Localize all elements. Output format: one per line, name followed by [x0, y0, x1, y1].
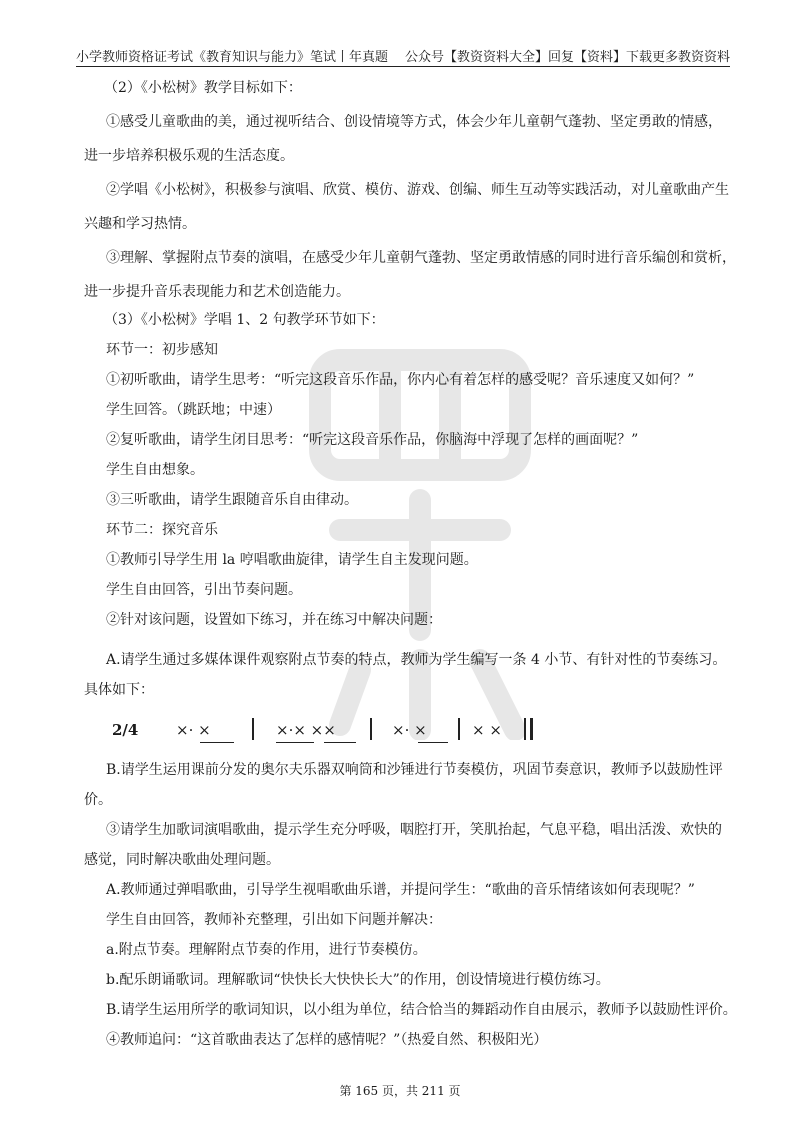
paragraph: ③请学生加歌词演唱歌曲，提示学生充分呼吸，咽腔打开，笑肌抬起，气息平稳，唱出活泼、欢快的: [106, 822, 722, 838]
paragraph: ④教师追问：“这首歌曲表达了怎样的感情呢？”（热爱自然、积极阳光）: [106, 1032, 548, 1048]
paragraph: 感觉，同时解决歌曲处理问题。: [84, 852, 280, 868]
watermark-logo: [300, 340, 540, 740]
paragraph: b.配乐朗诵歌词。理解歌词“快快长大快快长大”的作用，创设情境进行模仿练习。: [106, 972, 610, 988]
time-signature: 2/4: [112, 721, 139, 739]
header-left-text: 小学教师资格证考试《教育知识与能力》笔试丨年真题: [76, 50, 389, 65]
bar-line: [458, 718, 460, 740]
paragraph: ①感受儿童歌曲的美，通过视听结合、创设情境等方式，体会少年儿童朝气蓬勃、坚定勇敢的情感，: [106, 114, 722, 130]
paragraph: ①初听歌曲，请学生思考：“听完这段音乐作品，你内心有着怎样的感受呢？音乐速度又如何？”: [106, 372, 695, 388]
bar-line: [252, 718, 254, 740]
paragraph: B.请学生运用课前分发的奥尔夫乐器双响筒和沙锤进行节奏模仿，巩固节奏意识，教师予以鼓励性评: [106, 762, 723, 778]
paragraph: 进一步培养积极乐观的生活态度。: [84, 148, 294, 164]
header-right-text: 公众号【教资资料大全】回复【资料】下载更多教资资料: [404, 50, 730, 65]
paragraph: ②复听歌曲，请学生闭目思考：“听完这段音乐作品，你脑海中浮现了怎样的画面呢？”: [106, 432, 639, 448]
rhythm-exercise: [106, 716, 536, 744]
paragraph: a.附点节奏。理解附点节奏的作用，进行节奏模仿。: [106, 942, 427, 958]
paragraph: 学生自由回答，教师补充整理，引出如下问题并解决：: [106, 912, 442, 928]
rhythm-measure: ×·× ××: [276, 721, 336, 739]
paragraph: （3）《小松树》学唱 1、2 句教学环节如下：: [104, 312, 385, 328]
paragraph: ③三听歌曲，请学生跟随音乐自由律动。: [106, 492, 358, 508]
page-number: 第 165 页，共 211 页: [339, 1084, 461, 1098]
final-bar-line-thick: [530, 718, 533, 740]
rhythm-measure: ×· ×: [392, 721, 427, 739]
paragraph: ③理解、掌握附点节奏的演唱，在感受少年儿童朝气蓬勃、坚定勇敢情感的同时进行音乐编创和赏析，: [106, 250, 736, 266]
rhythm-measure: ×· ×: [176, 721, 211, 739]
beat-underline: [276, 742, 314, 743]
paragraph: ②学唱《小松树》，积极参与演唱、欣赏、模仿、游戏、创编、师生互动等实践活动，对儿童歌曲产生: [106, 182, 729, 198]
rhythm-measure: × ×: [472, 721, 502, 739]
paragraph: ①教师引导学生用 la 哼唱歌曲旋律，请学生自主发现问题。: [106, 552, 478, 568]
paragraph: ②针对该问题，设置如下练习，并在练习中解决问题：: [106, 612, 442, 628]
paragraph: 兴趣和学习热情。: [84, 216, 196, 232]
paragraph: A.请学生通过多媒体课件观察附点节奏的特点，教师为学生编写一条 4 小节、有针对性的节奏练习。: [106, 652, 727, 668]
bar-line: [370, 718, 372, 740]
paragraph: A.教师通过弹唱歌曲，引导学生视唱歌曲乐谱，并提问学生：“歌曲的音乐情绪该如何表现呢？”: [106, 882, 695, 898]
paragraph: （2）《小松树》教学目标如下：: [104, 80, 302, 96]
paragraph: 进一步提升音乐表现能力和艺术创造能力。: [84, 284, 350, 300]
paragraph: 学生回答。（跳跃地；中速）: [106, 402, 281, 418]
paragraph: 学生自由回答，引出节奏问题。: [106, 582, 302, 598]
paragraph: 学生自由想象。: [106, 462, 204, 478]
paragraph: 价。: [84, 792, 112, 808]
beat-underline: [324, 742, 356, 743]
beat-underline: [200, 742, 234, 743]
final-bar-line: [524, 718, 526, 740]
paragraph: B.请学生运用所学的歌词知识，以小组为单位，结合恰当的舞蹈动作自由展示，教师予以鼓励性评价。: [106, 1002, 737, 1018]
page-header: [76, 44, 730, 67]
paragraph: 环节一：初步感知: [106, 342, 218, 358]
paragraph: 环节二：探究音乐: [106, 522, 218, 538]
beat-underline: [418, 742, 448, 743]
paragraph: 具体如下：: [84, 682, 154, 698]
